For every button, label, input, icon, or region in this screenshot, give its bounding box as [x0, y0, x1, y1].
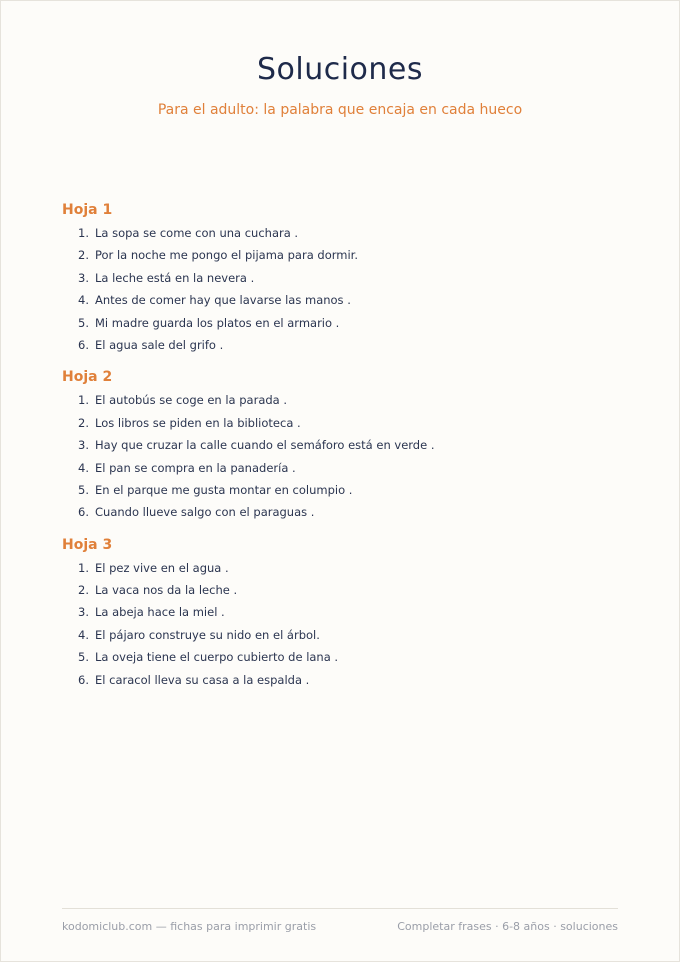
list-item: [78, 244, 622, 266]
item-number: 5.: [78, 315, 89, 330]
list-item: [78, 289, 622, 311]
list-item: [78, 646, 622, 668]
item-text: Hay que cruzar la calle cuando el semáforo está en verde .: [95, 438, 435, 453]
list-item: [78, 412, 622, 434]
item-number: 5.: [78, 482, 89, 497]
item-number: 4.: [78, 460, 89, 475]
item-text: Cuando llueve salgo con el paraguas .: [95, 505, 315, 520]
list-item: [78, 312, 622, 334]
item-number: 2.: [78, 415, 89, 430]
item-number: 1.: [78, 226, 89, 240]
item-text: En el parque me gusta montar en columpio .: [95, 482, 353, 497]
item-text: La sopa se come con una cuchara .: [95, 226, 299, 240]
item-number: 1.: [78, 393, 89, 408]
item-text: El pez vive en el agua .: [95, 560, 229, 575]
list-item: [78, 501, 622, 523]
solutions-list: [62, 200, 622, 702]
list-item: [78, 624, 622, 646]
item-text: Mi madre guarda los platos en el armario .: [95, 315, 340, 330]
section-title: Hoja 3: [62, 536, 113, 553]
list-item: [78, 457, 622, 479]
item-text: Antes de comer hay que lavarse las manos .: [95, 293, 351, 308]
footer-site-link[interactable]: kodomiclub.com — fichas para imprimir gratis: [62, 920, 317, 933]
list-item: [78, 557, 622, 579]
item-text: La abeja hace la miel .: [95, 605, 225, 620]
list-item: [78, 434, 622, 456]
section-hoja-2: [62, 367, 622, 523]
item-number: 3.: [78, 605, 89, 620]
page-title: Soluciones: [256, 52, 424, 87]
list-item: [78, 334, 622, 356]
answer-list: [62, 557, 622, 691]
item-number: 2.: [78, 248, 89, 263]
item-number: 2.: [78, 583, 89, 598]
section-title: Hoja 1: [62, 202, 113, 218]
item-text: El caracol lleva su casa a la espalda .: [95, 672, 310, 687]
section-hoja-3: [62, 535, 622, 691]
item-text: La leche está en la nevera .: [95, 270, 255, 285]
list-item: [78, 389, 622, 411]
item-text: El pan se compra en la panadería .: [95, 460, 296, 475]
item-text: La vaca nos da la leche .: [95, 583, 238, 598]
item-number: 4.: [78, 627, 89, 642]
footer-divider: [62, 908, 618, 909]
list-item: [78, 579, 622, 601]
item-number: 5.: [78, 650, 89, 665]
answer-list: [62, 222, 622, 356]
list-item: [78, 222, 622, 244]
item-text: La oveja tiene el cuerpo cubierto de lana .: [95, 650, 339, 665]
section-hoja-1: [62, 200, 622, 356]
item-number: 6.: [78, 505, 89, 520]
footer-worksheet-info: Completar frases · 6-8 años · soluciones: [397, 920, 618, 933]
item-number: 1.: [78, 560, 89, 575]
item-number: 3.: [78, 438, 89, 453]
item-text: Por la noche me pongo el pijama para dormir.: [95, 248, 358, 263]
list-item: [78, 601, 622, 623]
answer-list: [62, 389, 622, 523]
item-number: 4.: [78, 293, 89, 308]
item-number: 6.: [78, 337, 89, 352]
list-item: [78, 669, 622, 691]
list-item: [78, 267, 622, 289]
list-item: [78, 479, 622, 501]
item-number: 3.: [78, 270, 89, 285]
item-text: El pájaro construye su nido en el árbol.: [95, 627, 320, 642]
item-text: El agua sale del grifo .: [95, 337, 224, 352]
section-title: Hoja 2: [62, 369, 113, 386]
item-number: 6.: [78, 672, 89, 687]
item-text: Los libros se piden en la biblioteca .: [95, 415, 301, 430]
page-subtitle: Para el adulto: la palabra que encaja en cada hueco: [157, 102, 523, 118]
item-text: El autobús se coge en la parada .: [95, 393, 288, 408]
